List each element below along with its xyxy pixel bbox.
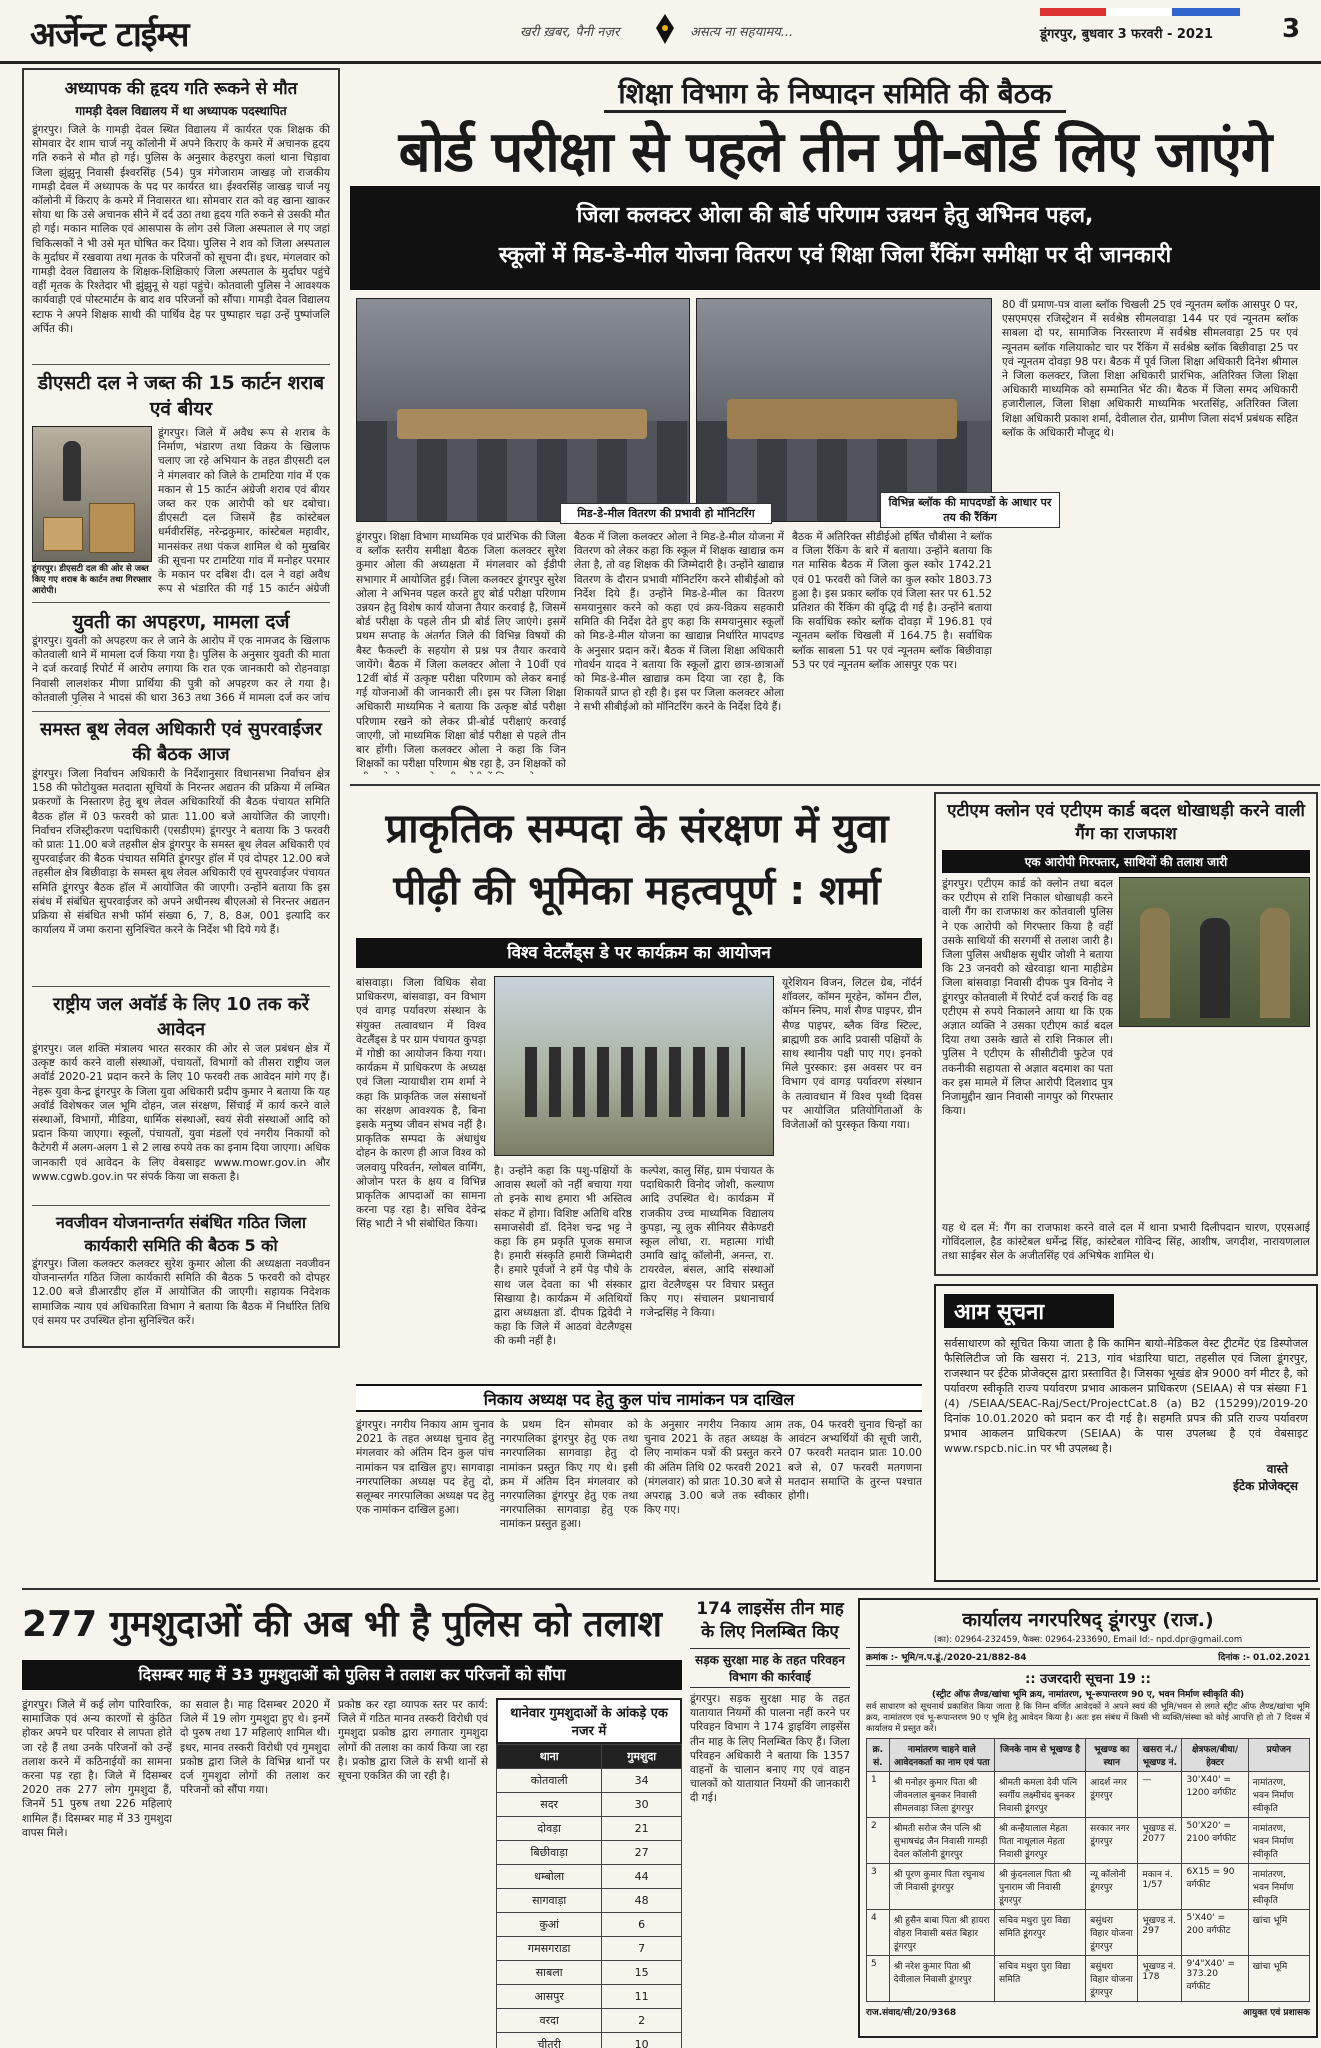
municipal-cell-khasra: भूखण्ड नं. 178 bbox=[1138, 1956, 1182, 2002]
municipal-col-purpose: प्रयोजन bbox=[1248, 1739, 1309, 1772]
municipal-cell-purpose: नामांतरण, भवन निर्माण स्वीकृति bbox=[1248, 1818, 1309, 1864]
missing-headline: 277 गुमशुदाओं की अब भी है पुलिस को तलाश bbox=[22, 1604, 662, 1645]
municipal-table bbox=[866, 1738, 1310, 2002]
missing-count: 44 bbox=[602, 1865, 682, 1889]
wetland-body-col4: यूरेशियन विजन, लिटल ग्रेब, नॉर्दर्न शॉवलर, कॉमन मूरहेन, कॉमन टील, कॉमन स्निप, मार्श सैण्ड पाइपर, ग्रीन सैण्ड पाइपर, ब्लैक विंग्ड स्टिल्ट, ब्राह्मणी डक आदि प्रवासी पक्षियों के साथ स्थानीय पक्षी पाए गए। इनको मिले पुरस्कार: इस अवसर पर वन विभाग एवं वागड़ पर्यावरण संस्थान के तत्वावधान में विश्व पृथ्वी दिवस पर आयोजित प्रतियोगिताओं के विजेताओं को पुरस्कृत किया गया। bbox=[782, 977, 922, 1132]
missing-table-col-station: थाना bbox=[497, 1745, 602, 1769]
missing-count: 48 bbox=[602, 1889, 682, 1913]
missing-table-row bbox=[497, 1961, 682, 1985]
missing-table-row bbox=[497, 1937, 682, 1961]
nikay-ribbon: निकाय अध्यक्ष पद हेतु कुल पांच नामांकन पत्र दाखिल bbox=[356, 1384, 922, 1412]
lead-body-col4: 80 वीं प्रमाण-पत्र वाला ब्लॉक चिखली 25 एवं न्यूनतम ब्लॉक आसपुर 0 पर, एसएमएस रजिस्ट्रेशन में सर्वश्रेष्ठ सीमलवाड़ा 144 पर एवं न्यूनतम ब्लॉक साबला दो पर, सामाजिक निरस्तारण में सर्वश्रेष्ठ सीमलवाड़ा 25 पर एवं न्यूनतम ब्लॉक गलियाकोट चार पर रैंकिंग में सर्वश्रेष्ठ ब्लॉक बिछीवाड़ा 25 पर एवं न्यूनतम दोवड़ा 98 पर। बैठक में पूर्व जिला शिक्षा अधिकारी दिनेश श्रीमाल ने जिला कलक्टर, जिला शिक्षा अधिकारी प्रारंभिक, अतिरिक्त जिला शिक्षा अधिकारी माध्यमिक को सम्मानित भेंट की। बैठक में जिला समद अधिकारी हजारीलाल, जिला शिक्षा अधिकारी माध्यमिक भरतसिंह, अतिरिक्त जिला शिक्षा अधिकारी प्रकाश शर्मा, देवीलाल रोत, ग्रामीण जिला संदर्भ प्रबंधक सहित ब्लॉक के अधिकारी मौजूद थे। bbox=[1002, 299, 1298, 439]
tagline-right: असत्य ना सहयामय... bbox=[690, 25, 794, 40]
municipal-office: कार्यालय नगरपरिषद् डूंगरपुर (राज.) bbox=[962, 1609, 1214, 1631]
missing-body-col1: डूंगरपुर। जिले में कई लोग पारिवारिक, सामाजिक एवं अन्य कारणों से कुंठित होकर अपने घर परिवार से लापता होते जा रहे हैं तथा उनके परिजनों को उन्हें तलाश करने में कठिनाईयों का सामना करना पड़ रहा है। जिले में दिसम्बर 2020 तक 277 लोग गुमशुदा हैं, जिनमें 51 पुरुष तथा 226 महिलाएं शामिल हैं। दिसम्बर माह में 33 गुमशुदा वापस मिले। bbox=[22, 1699, 172, 1839]
missing-table-row bbox=[497, 1793, 682, 1817]
license-story bbox=[690, 1598, 850, 2002]
lead-headline: बोर्ड परीक्षा से पहले तीन प्री-बोर्ड लिए जाएंगे bbox=[398, 120, 1272, 185]
lead-photo2-caption: विभिन्न ब्लॉक की मापदण्डों के आधार पर तय की रैंकिंग bbox=[880, 492, 1060, 528]
missing-ribbon: दिसम्बर माह में 33 गुमशुदाओं को पुलिस ने तलाश कर परिजनों को सौंपा bbox=[22, 1660, 682, 1690]
municipal-col-area: क्षेत्रफल/बीघा/हेक्टर bbox=[1182, 1739, 1248, 1772]
missing-table-row bbox=[497, 1913, 682, 1937]
missing-count: 21 bbox=[602, 1817, 682, 1841]
lead-body-col1: डूंगरपुर। शिक्षा विभाग माध्यमिक एवं प्रारंभिक की जिला व ब्लॉक स्तरीय समीक्षा बैठक जिला कलक्टर सुरेश कुमार ओला की अध्यक्षता में मंगलवार को ईडीपी सभागार में आयोजित हुई। जिला कलक्टर डूंगरपुर सुरेश ओला ने अभिनव पहल करते हुए बोर्ड परीक्षा परिणाम उन्नयन हेतु विशेष कार्य योजना तैयार करवाई है, जिसमें बोर्ड परीक्षा के पहले तीन प्री बोर्ड लिए जाएंगे। इसमें प्रथम सप्ताह के अंतर्गत जिले की विभिन्न विषयों की बैस्ट फैकल्टी के सहयोग से प्रश्न पत्र तैयार करवाये जायेंगे। बैठक में जिला कलक्टर ओला ने 10वीं एवं 12वीं बोर्ड में उत्कृष्ट परीक्षा परिणाम को लेकर बनाई गई योजनाओं की जानकारी ली। इस पर जिला शिक्षा अधिकारी माध्यमिक ने बताया कि उत्कृष्ट बोर्ड परीक्षा परिणाम रखने को लेकर प्री-बोर्ड परीक्षाएं करवाई जाएगी, जो माध्यमिक शिक्षा बोर्ड परीक्षा से पहले तीन बार होंगी। जिला कलक्टर ओला ने कहा कि जिन शिक्षकों का परीक्षा परिणाम श्रेष्ठ रहा है, उन शिक्षकों को bbox=[356, 531, 566, 771]
divider-lead bbox=[350, 784, 1320, 786]
missing-table-head: थानेवार गुमशुदाओं के आंकड़े एक नजर में bbox=[496, 1698, 682, 1744]
municipal-cell-sn: 2 bbox=[867, 1818, 890, 1864]
pen-nib-icon bbox=[654, 14, 676, 44]
municipal-cell-purpose: नामांतरण, भवन निर्माण स्वीकृति bbox=[1248, 1864, 1309, 1910]
newspaper-brand: अर्जेन्ट टाईम्स bbox=[30, 15, 189, 55]
missing-body-col3: प्रकोष्ठ कर रहा व्यापक स्तर पर कार्य: जिले में गठित मानव तस्करी विरोधी एवं गुमशुदा प्रकोष्ठ द्वारा लगातार गुमशुदा लोगों की तलाश का कार्य किया जा रहा है। प्रकोष्ठ द्वारा जिले के सभी थानों से सूचना एकत्रित की जा रही है। bbox=[338, 1699, 488, 1783]
missing-count: 27 bbox=[602, 1841, 682, 1865]
missing-count: 10 bbox=[602, 2033, 682, 2048]
public-notice-head: आम सूचना bbox=[944, 1294, 1114, 1328]
municipal-cell-purpose: नामांतरण, भवन निर्माण स्वीकृति bbox=[1248, 1772, 1309, 1818]
missing-count: 34 bbox=[602, 1769, 682, 1793]
municipal-table-row bbox=[867, 1956, 1310, 2002]
missing-table-col-count: गुमशुदा bbox=[602, 1745, 682, 1769]
story-water-award-head: राष्ट्रीय जल अवॉर्ड के लिए 10 तक करें आवेदन bbox=[52, 994, 310, 1040]
municipal-cell-name: श्री पूरण कुमार पिता रघुनाथ जी निवासी डूंगरपुर bbox=[889, 1864, 994, 1910]
license-headline: 174 लाइसेंस तीन माह के लिए निलम्बित किए bbox=[696, 1599, 844, 1642]
municipal-cell-khasra: — bbox=[1138, 1772, 1182, 1818]
wetland-headline: प्राकृतिक सम्पदा के संरक्षण में युवा पीढ़ी की भूमिका महत्वपूर्ण : शर्मा bbox=[385, 806, 889, 914]
story-water-award-body: डूंगरपुर। जल शक्ति मंत्रालय भारत सरकार की ओर से जल प्रबंधन क्षेत्र में उत्कृष्ट कार्य करने वाली संस्थाओं, पंचायतों, विभागों को तीसरा राष्ट्रीय जल अवॉर्ड 2020-21 प्रदान करने के लिए 10 फरवरी तक आवेदन मांगे गए हैं। नेहरू युवा केन्द्र डूंगरपुर के जिला युवा अधिकारी प्रदीप कुमार ने बताया कि यह अवॉर्ड विशेषकर जल भूमि दोहन, जल संरक्षण, सिंचाई में कार्य करने वाले संस्थाओं, विभागों, मीडिया, धार्मिक संस्थाओं, स्वयं सेवी संस्थाओं आदि को प्रदान किया जाएगा। स्कूलों, पंचायतों, युवा मंडलों एवं नगरीय निकायों को कैटेगरी में अलग-अलग 1 से 2 लाख रुपये तक का इनाम दिया जाएगा। अधिक जानकारी एवं आवेदन के लिए वेबसाइट www.mowr.gov.in और www.cgwb.gov.in पर संपर्क किया जा सकता है। bbox=[32, 1043, 330, 1183]
wetland-body-col2: है। उन्होंने कहा कि पशु-पक्षियों के आवास स्थलों को नहीं बचाया गया तो इनके साथ हमारा भी अस्तित्व संकट में होगा। विशिष्ट अतिथि वरिष्ठ समाजसेवी डॉ. दिनेश चन्द्र भट्ट ने कहा कि हम प्रकृति पूजक समाज है। हमारी संस्कृति हमारी जिम्मेदारी है। हमारे पूर्वजों ने हमें पेड़ पौधे के साथ जल देवता का भी संस्कार सिखाया है। कार्यक्रम में अतिथियों द्वारा अध्यक्षता डॉ. दीपक द्विवेदी ने कहा कि जिले में आठवां वेटलैण्ड्स की कमी नहीं है। bbox=[494, 1165, 632, 1348]
wetland-photo bbox=[494, 976, 774, 1156]
masthead bbox=[0, 0, 1321, 64]
missing-station: कुआं bbox=[497, 1913, 602, 1937]
nikay-body-col1: डूंगरपुर। नगरीय निकाय आम चुनाव 2021 के तहत अध्यक्ष चुनाव हेतु मंगलवार को अंतिम दिन कुल पांच नामांकन पत्र दाखिल हुए। सागवाड़ा नगरपालिका अध्यक्ष पद हेतु दो, सलूम्बर नगरपालिका अध्यक्ष पद हेतु एक नामांकन दाखिल हुआ। bbox=[356, 1419, 494, 1517]
municipal-col-place: भूखण्ड का स्थान bbox=[1086, 1739, 1138, 1772]
atm-photo bbox=[1119, 877, 1310, 1027]
municipal-cell-name: श्री मनोहर कुमार पिता श्री जीवनलाल बुनकर निवासी सीमलवाड़ा जिला डूंगरपुर bbox=[889, 1772, 994, 1818]
lead-photo1-caption: मिड-डे-मील वितरण की प्रभावी हो मॉनिटरिंग bbox=[560, 503, 772, 524]
tagline-left: खरी ख़बर, पैनी नज़र bbox=[520, 25, 620, 40]
missing-table bbox=[496, 1744, 682, 2048]
dateline: डूंगरपुर, बुधवार 3 फरवरी - 2021 bbox=[1040, 27, 1214, 42]
municipal-cell-place: बसुंधरा विहार योजना डूंगरपुर bbox=[1086, 1956, 1138, 2002]
municipal-col-name: नामांतरण चाहने वाले आवेदनकर्ता का नाम एवं पता bbox=[889, 1739, 994, 1772]
story-teacher-subhead: गामड़ी देवल विद्यालय में था अध्यापक पदस्थापित bbox=[75, 104, 287, 118]
left-column bbox=[22, 68, 340, 1348]
missing-count: 7 bbox=[602, 1937, 682, 1961]
missing-table-row bbox=[497, 1769, 682, 1793]
municipal-col-khasra: खसरा नं./भूखण्ड नं. bbox=[1138, 1739, 1182, 1772]
missing-station: दोवड़ा bbox=[497, 1817, 602, 1841]
public-notice-signoff-2: ईटेक प्रोजेक्ट्स bbox=[1233, 1479, 1298, 1493]
license-subhead: सड़क सुरक्षा माह के तहत परिवहन विभाग की कार्रवाई bbox=[690, 1648, 850, 1688]
municipal-cell-from: श्रीमती कमला देवी पत्नि स्वर्गीय लक्ष्मीचंद बुनकर निवासी डूंगरपुर bbox=[994, 1772, 1085, 1818]
missing-station: कोतवाली bbox=[497, 1769, 602, 1793]
missing-table-row bbox=[497, 2033, 682, 2048]
missing-table-row bbox=[497, 1889, 682, 1913]
nikay-body-col3: के अनुसार नगरीय निकाय आम चुनाव 2021 के तहत अध्यक्ष के लिए नामांकन पत्रों की प्रस्तुत करने की अंतिम तिथि 02 फरवरी 2021 (मंगलवार) को प्रातः 10.30 बजे से अपराह्न 3.00 बजे तक स्वीकार किए गए। bbox=[644, 1419, 782, 1517]
missing-station: आसपुर bbox=[497, 1985, 602, 2009]
story-dst-body-top: डूंगरपुर। जिले में अवैध रूप से शराब के निर्माण, भंडारण तथा विक्रय के खिलाफ चलाए जा रहे अभियान के तहत डीएसटी दल ने मंगलवार को जिले के टामटिया गांव में एक मकान से 15 कार्टन अंग्रेजी शराब एवं बीयर जब्त कर एक आरोपी को धर दबोचा। डीएसटी दल जिसमें हैड कांस्टेबल धर्मवीरसिंह, नरेन्द्रकुमार, कांस्टेबल महावीर, मानसंकर तथा पंकज शामिल थे को मुखबिर की सूचना पर टामटिया गांव में मनोहर परमार के मकान पर दबिश दी। दल ने वहां अवैध रूप से भंडारित की गई 15 कार्टन अंग्रेजी bbox=[158, 427, 330, 596]
municipal-table-row bbox=[867, 1864, 1310, 1910]
municipal-intro: सर्व साधारण को सूचनार्थ प्रकाशित किया जाता है कि निम्न वर्णित आवेदकों ने अपने स्वयं की भूमि/भवन से लगते स्ट्रीट ऑफ लैण्ड/खांचा भूमि क्रय, नामांतरण एवं भू-रूपान्तरण 90 ए भूमि हेतु आवेदन किया है। अतः इस संबंध में किसी भी व्यक्ति/संस्था को कोई आपत्ति हो तो 7 दिवस में कार्यालय में प्रस्तुत करें। bbox=[866, 1702, 1310, 1734]
wetland-body-col3: कल्पेश, कालु सिंह, ग्राम पंचायत के पदाधिकारी विनोद जोशी, कल्याण आदि उपस्थित थे। कार्यक्रम में राजकीय उच्च माध्यमिक विद्यालय कुपड़ा, न्यू लुक सीनियर सैकेण्डरी स्कूल लोधा, रा. महात्मा गांधी उमावि खांदू कॉलोनी, अनन्त, रा. टायरवेल, बंसल, आदि संस्थाओं द्वारा वेटलैण्ड्स पर विचार प्रस्तुत किए गए। संचालन प्रधानाचार्य गजेन्द्रसिंह ने किया। bbox=[640, 1165, 774, 1320]
missing-table-row bbox=[497, 1841, 682, 1865]
story-teacher-body: डूंगरपुर। जिले के गामड़ी देवल स्थित विद्यालय में कार्यरत एक शिक्षक की सोमवार देर शाम चार्ज नयू कॉलोनी में अपने किराए के कमरे में अचानक हृदय गति रुकने से मौत हो गई। पुलिस के अनुसार केहरपुरा कलां थाना चिड़ावा जिला झुंझुनू निवासी ईश्वरसिंह (54) पुत्र मंगेजाराम जाखड़ जो राजकीय गामड़ी देवल में अध्यापक के पद पर कार्यरत था। ईश्वरसिंह जाखड़ चार्ज नयू कॉलोनी में किराए के कमरे में निवासरत था। सोमवार रात को वह खाना खाकर सोया था कि उसे अचानक सीने में दर्द उठा तथा हृदय गति रुकने से उसकी मौत हो गई। मकान मालिक एवं आसपास के लोग उसे जिला अस्पताल ले गए जहां चिकित्सकों ने भी उसे मृत घोषित कर दिया। पुलिस ने शव को जिला अस्पताल के मुर्दाघर में रखवाया तथा मृतक के परिजनों को सूचना दी। इधर, मंगलवार को गामड़ी देवल विद्यालय के शिक्षक-शिक्षिकाएं जिला अस्पताल के मुर्दाघर पहुंचे वहीं मृतक के रिश्तेदार भी झुंझुनू से यहां पहुंचे। कोतवाली पुलिस ने आवश्यक कार्यवाही एवं पोस्टमार्टम के बाद शव परिजनों को सौंपा। गामड़ी देवल विद्यालय स्टाफ ने अपने शिक्षक साथी की पार्थिव देह पर पुष्पाहार चढ़ा उन्हें पुष्पांजलि अर्पित की। bbox=[32, 124, 330, 335]
municipal-cell-name: श्री नरेश कुमार पिता श्री देवीलाल निवासी डूंगरपुर bbox=[889, 1956, 994, 2002]
dst-photo-caption: डूंगरपुर। डीएसटी दल की ओर से जब्त किए गए शराब के कार्टन तथा गिरफ्तार आरोपी। bbox=[32, 564, 152, 596]
municipal-subtitle: (स्ट्रीट ऑफ लैण्ड/खांचा भूमि क्रय, नामांतरण, भू-रूपान्तरण 90 ए, भवन निर्माण स्वीकृति की) bbox=[931, 1690, 1245, 1700]
page-number: 3 bbox=[1282, 14, 1301, 44]
missing-table-row bbox=[497, 1865, 682, 1889]
missing-body-col2: का सवाल है। माह दिसम्बर 2020 में जिले में 19 लोग गुमशुदा हुए थे। इनमें दो पुरुष तथा 17 महिलाएं शामिल थी। इधर, मानव तस्करी विरोधी एवं गुमशुदा प्रकोष्ठ द्वारा जिले के विभिन्न थानों पर दर्ज गुमशुदा लोगों की तलाश कर परिजनों को सौंपा गया। bbox=[180, 1699, 330, 1797]
atm-body: डूंगरपुर। एटीएम कार्ड को क्लोन तथा बदल कर एटीएम से राशि निकाल धोखाधड़ी करने वाली गैंग का राजफाश कर कोतवाली पुलिस ने एक आरोपी को गिरफ्तार किया है वहीं उसके साथियों की सरगर्मी से तलाश जारी है। जिला पुलिस अधीक्षक सुधीर जोशी ने बताया कि 23 जनवरी को खेरवाड़ा थाना माहीडेम जिला बांसवाड़ा निवासी दीपक पुत्र विनोद ने डूंगरपुर कोतवाली में रिपोर्ट दर्ज कराई कि वह एटीएम से रुपये निकालने आया था कि एक अज्ञात व्यक्ति ने उसका एटीएम कार्ड बदल दिया तथा उसके खाते से राशि निकाल ली। पुलिस ने एटीएम के सीसीटीवी फुटेज एवं तकनीकी सहायता से अज्ञात बदमाश का पता कर इस मामले में लिप्त आरोपी दिलशाद पुत्र निजामुद्दीन खान निवासी नागपुर को गिरफ्तार किया। bbox=[942, 878, 1114, 1118]
lead-body-col2: बैठक में जिला कलक्टर ओला ने मिड-डे-मील योजना में वितरण को लेकर कहा कि स्कूल में शिक्षक खाद्यान्न कम लेता है, तो वह शिक्षक की जिम्मेदारी है। उन्होंने खाद्यान्न वितरण के दौरान प्रभावी मॉनिटरिंग करने सीबीईओ को निर्देश दिये हैं। उन्होंने मिड-डे-मील का वितरण समयानुसार करने को कहा एवं क्रय-विक्रय सहकारी समिति की निर्देश देते हुए कहा कि समयानुसार स्कूलों को मिड-डे-मील योजना का खाद्यान्न निर्धारित मापदण्ड के अनुसार प्रदान करें। बैठक में जिला शिक्षा अधिकारी गोवर्धन यादव ने बताया कि स्कूलों द्वारा छात्र-छात्राओं को मिड-डे-मील खाद्यान्न कम दिया जा रहा है, कि शिकायतें प्राप्त हो रही है। इस पर जिला कलक्टर ओला ने सभी सीबीईओ को मॉनिटरिंग करने के निर्देश दिये हैं। bbox=[574, 531, 784, 714]
story-kidnap-body: डूंगरपुर। युवती को अपहरण कर ले जाने के आरोप में एक नामजद के खिलाफ कोतवाली थाने में मामला दर्ज किया गया है। पुलिस के अनुसार युवती की माता ने दर्ज करवाई रिपोर्ट में आरोप लगाया कि रात एक जानकारी को रोहनवाड़ा निवासी लालशंकर मीणा प्रार्थिया की पुत्री को अपहरण कर ले गया है। कोतवाली पुलिस ने भादसं की धारा 363 तथा 366 में मामला दर्ज कर जांच bbox=[32, 635, 330, 704]
municipal-cell-khasra: मकान नं. 1/57 bbox=[1138, 1864, 1182, 1910]
municipal-cell-from: श्री कन्हैयालाल मेहता पिता नाथूलाल मेहता निवासी डूंगरपुर bbox=[994, 1818, 1085, 1864]
lead-kicker: शिक्षा विभाग के निष्पादन समिति की बैठक bbox=[350, 74, 1320, 112]
municipal-cell-area: 50'X20' = 2100 वर्गफीट bbox=[1182, 1818, 1248, 1864]
municipal-table-row bbox=[867, 1910, 1310, 1956]
missing-table-row bbox=[497, 1985, 682, 2009]
story-teacher-head: अध्यापक की हृदय गति रूकने से मौत bbox=[64, 79, 298, 99]
municipal-cell-purpose: खांचा भूमि bbox=[1248, 1956, 1309, 2002]
municipal-title: :: उजरदारी सूचना 19 :: bbox=[1025, 1672, 1151, 1687]
municipal-cell-sn: 1 bbox=[867, 1772, 890, 1818]
flag-strip bbox=[1040, 8, 1240, 16]
missing-station: चीतरी bbox=[497, 2033, 602, 2048]
nikay-body-col4: तक, 04 फरवरी चुनाव चिन्हों का आवंटन अभ्यर्थियों की सूची जारी, 07 फरवरी मतदान प्रातः 10.00 बजे से, 07 फरवरी मतगणना मतदान समाप्ति के तुरन्त पश्चात होगी। bbox=[788, 1419, 922, 1503]
municipal-cell-from: सचिव मथुरा पुरा विद्या समिति bbox=[994, 1956, 1085, 2002]
wetland-ribbon: विश्व वेटलैंड्स डे पर कार्यक्रम का आयोजन bbox=[356, 938, 922, 968]
story-blo-body: डूंगरपुर। जिला निर्वाचन अधिकारी के निर्देशानुसार विधानसभा निर्वाचन क्षेत्र 158 की फोटोयुक्त मतदाता सूचियों के निरन्तर अद्यतन की प्रक्रिया में लम्बित प्रकरणों के निस्तारण हेतु बूथ लेवल अधिकारियों की बैठक पंचायत समिति बैठक हॉल में 03 फरवरी को प्रातः 11.00 बजे आयोजित की जाएगी। निर्वाचन रजिस्ट्रीकरण पदाधिकारी (एसडीएम) डूंगरपुर ने बताया कि 3 फरवरी को प्रातः 11.00 बजे तहसील क्षेत्र डूंगरपुर के समस्त बूथ लेवल अधिकारी एवं सुपरवाईजर की बैठक पंचायत समिति डूंगरपुर हॉल में एवं दोपहर 12.00 बजे तहसील क्षेत्र बिछीवाड़ा के समस्त बूथ लेवल अधिकारी एवं सुपरवाईजर पंचायत समिति डूंगरपुर बैठक हॉल में आयोजित की जाएगी। उन्होंने बताया कि इस संबंध में संबंधित सुपरवाईजर को अपने अधीनस्थ बीएलओ से निरन्तर अद्यतन प्रक्रिया से संबंधित सभी फॉर्म संख्या 6, 7, 8, 8अ, 001 इत्यादि कर कार्यालय में जमा कराना सुनिश्चित करने के निर्देश भी दिये गये हैं। bbox=[32, 768, 330, 937]
municipal-cell-area: 9'4"X40' = 373.20 वर्गफीट bbox=[1182, 1956, 1248, 2002]
wetland-body-col1: बांसवाड़ा। जिला विधिक सेवा प्राधिकरण, बांसवाड़ा, वन विभाग एवं वागड़ पर्यावरण संस्थान के संयुक्त तत्वावधान में विश्व वेटलैंड्स डे पर ग्राम पंचायत कुपड़ा में गोष्ठी का आयोजन किया गया। कार्यक्रम में प्राधिकरण के अध्यक्ष एवं जिला न्यायाधीश राम शर्मा ने कहा कि प्राकृतिक जल संसाधनों का संरक्षण आवश्यक है, बिना इसके मनुष्य जीवन संभव नहीं है। प्राकृतिक सम्पदा के अंधाधुंध दोहन के कारण ही आज विश्व को जलवायु परिवर्तन, ग्लोबल वार्मिंग, ओजोन परत के क्षय व विभिन्न प्राकृतिक आपदाओं का सामना करना पड़ रहा है। सचिव देवेन्द्र सिंह भाटी ने भी संबोधित किया। bbox=[356, 977, 486, 1231]
story-kidnap-head: युवती का अपहरण, मामला दर्ज bbox=[72, 611, 290, 633]
missing-count: 6 bbox=[602, 1913, 682, 1937]
municipal-cell-area: 6X15 = 90 वर्गफीट bbox=[1182, 1864, 1248, 1910]
missing-station: साबला bbox=[497, 1961, 602, 1985]
municipal-footer-left: राज.संवाद/सी/20/9368 bbox=[866, 2008, 957, 2018]
municipal-cell-purpose: खांचा भूमि bbox=[1248, 1910, 1309, 1956]
public-notice bbox=[934, 1284, 1318, 1582]
atm-subhead: एक आरोपी गिरफ्तार, साथियों की तलाश जारी bbox=[942, 850, 1310, 873]
municipal-table-row bbox=[867, 1772, 1310, 1818]
missing-table-row bbox=[497, 2009, 682, 2033]
municipal-cell-place: आदर्श नगर डूंगरपुर bbox=[1086, 1772, 1138, 1818]
lead-photo-meeting-2 bbox=[696, 298, 992, 522]
missing-count: 2 bbox=[602, 2009, 682, 2033]
municipal-col-from: जिनके नाम से भूखण्ड है bbox=[994, 1739, 1085, 1772]
missing-station: सदर bbox=[497, 1793, 602, 1817]
municipal-contact: (का): 02964-232459, फैक्स: 02964-233690, Email Id:- npd.dpr@gmail.com bbox=[933, 1635, 1243, 1645]
story-navjeevan-head: नवजीवन योजनान्तर्गत संबंधित गठित जिला कार्यकारी समिति की बैठक 5 को bbox=[56, 1213, 306, 1255]
atm-team: यह थे दल में: गैंग का राजफाश करने वाले दल में थाना प्रभारी दिलीपदान चारण, एएसआई गोविंदलाल, हैड कांस्टेबल धर्मेन्द्र सिंह, कांस्टेबल गोविन्द सिंह, आशीष, जगदीश, नारायणलाल तथा साईबर सेल के अजीतसिंह एवं अभिषेक शामिल थे। bbox=[942, 1222, 1310, 1263]
municipal-cell-khasra: भूखण्ड नं. 297 bbox=[1138, 1910, 1182, 1956]
story-dst-head: डीएसटी दल ने जब्त की 15 कार्टन शराब एवं बीयर bbox=[37, 372, 325, 420]
municipal-col-sn: क्र. सं. bbox=[867, 1739, 890, 1772]
missing-station: सागवाड़ा bbox=[497, 1889, 602, 1913]
missing-count: 15 bbox=[602, 1961, 682, 1985]
missing-count: 30 bbox=[602, 1793, 682, 1817]
public-notice-body: सर्वसाधारण को सूचित किया जाता है कि कामिन बायो-मेडिकल वेस्ट ट्रीटमेंट एंड डिस्पोजल फैसिलिटीज जो कि खसरा नं. 213, गांव भंडारिया घाटा, तहसील एवं जिला डूंगरपुर, राजस्थान पर ईटेक प्रोजेक्ट्स द्वारा प्रस्तावित है। जिसका भूखंड क्षेत्र 9000 वर्ग मीटर है, को पर्यावरण स्वीकृति राज्य पर्यावरण प्रभाव आकलन प्राधिकरण (SEIAA) से पत्र संख्या F1 (4) /SEIAA/SEAC-Raj/Sect/ProjectCat.8 (a) B2 (15299)/2019-20 दिनांक 10.01.2020 को प्रदान कर दी गई है। सहमति प्रपत्र की प्रति राज्य पर्यावरण प्रभाव आकलन प्राधिकरण (SEIAA) के पास उपलब्ध है एवं वेबसाइट www.rspcb.nic.in पर भी उपलब्ध है। bbox=[944, 1337, 1308, 1455]
lead-deck-line-2: स्कूलों में मिड-डे-मील योजना वितरण एवं शिक्षा जिला रैंकिंग समीक्षा पर दी जानकारी bbox=[498, 243, 1172, 268]
missing-station: गमसगराडा bbox=[497, 1937, 602, 1961]
missing-station: वरदा bbox=[497, 2009, 602, 2033]
municipal-footer-right: आयुक्त एवं प्रशासक bbox=[1242, 2008, 1310, 2018]
municipal-cell-name: श्री हुसैन बाबा पिता श्री हायरा वोहरा निवासी बसंत बिहार डूंगरपुर bbox=[889, 1910, 994, 1956]
atm-story bbox=[934, 792, 1318, 1276]
municipal-cell-area: 30'X40' = 1200 वर्गफीट bbox=[1182, 1772, 1248, 1818]
license-body: डूंगरपुर। सड़क सुरक्षा माह के तहत यातायात नियमों की पालना नहीं करने पर परिवहन विभाग ने 174 ड्राइविंग लाइसेंस तीन माह के लिए निलम्बित किए हैं। जिला परिवहन अधिकारी ने बताया कि 1357 वाहनों के चालान बनाए गए एवं वाहन चालकों को यातायात नियमों की जानकारी दी गई। bbox=[690, 1693, 850, 1805]
story-navjeevan-body: डूंगरपुर। जिला कलक्टर कलक्टर सुरेश कुमार ओला की अध्यक्षता नवजीवन योजनान्तर्गत गठित जिला कार्यकारी समिति की बैठक 5 फरवरी को दोपहर 12.00 बजे डीआरडीए हॉल में आयोजित की जाएगी। सहायक निदेशक सामाजिक न्याय एवं अधिकारिता विभाग ने बताया कि बैठक में निर्धारित तिथि एवं समय पर उपस्थित होना सुनिश्चित करें। bbox=[32, 1258, 330, 1327]
municipal-ref-no: क्रमांक :- भूमि/न.प.डूं./2020-21/882-84 bbox=[866, 1653, 1027, 1663]
municipal-cell-khasra: भूखण्ड सं. 2077 bbox=[1138, 1818, 1182, 1864]
municipal-cell-sn: 5 bbox=[867, 1956, 890, 2002]
municipal-cell-from: श्री कुंदनलाल पिता श्री पुनाराम जी निवासी डूंगरपुर bbox=[994, 1864, 1085, 1910]
missing-table-row bbox=[497, 1817, 682, 1841]
atm-headline: एटीएम क्लोन एवं एटीएम कार्ड बदल धोखाधड़ी करने वाली गैंग का राजफाश bbox=[947, 801, 1305, 844]
municipal-cell-area: 5'X40' = 200 वर्गफीट bbox=[1182, 1910, 1248, 1956]
missing-count: 11 bbox=[602, 1985, 682, 2009]
divider-bottom bbox=[22, 1588, 1320, 1590]
municipal-ref-date: दिनांक :- 01.02.2021 bbox=[1218, 1653, 1310, 1663]
municipal-cell-sn: 3 bbox=[867, 1864, 890, 1910]
public-notice-signoff-1: वास्ते bbox=[1266, 1462, 1288, 1476]
lead-body-col3: बैठक में अतिरिक्त सीडीईओ हर्षित चौबीसा ने ब्लॉक व जिला रैंकिंग के बारे में बताया। उन्होंने बताया कि गत मासिक बैठक में जिला कुल स्कोर 1742.21 एवं 01 फरवरी को जिले का कुल स्कोर 1803.73 हुआ है। इस प्रकार ब्लॉक एवं जिला स्तर पर 61.52 प्रतिशत की रैंकिंग की वृद्धि दी गई है। उन्होंने बताया कि सर्वाधिक स्कोर ब्लॉक दोवड़ा में 196.81 एवं न्यूनतम ब्लॉक चिखली में 164.75 है। सर्वाधिक ब्लॉक साबला 51 पर एवं न्यूनतम ब्लॉक बिछीवाड़ा 53 पर एवं न्यूनतम ब्लॉक आसपुर एक पर। bbox=[792, 531, 992, 671]
municipal-cell-place: न्यू कॉलोनी डूंगरपुर bbox=[1086, 1864, 1138, 1910]
lead-deck bbox=[350, 186, 1320, 290]
municipal-table-row bbox=[867, 1818, 1310, 1864]
municipal-cell-name: श्रीमती सरोज जैन पत्नि श्री सुभाषचंद्र जैन निवासी गामड़ी देवल कॉलोनी डूंगरपुर bbox=[889, 1818, 994, 1864]
nikay-body-col2: के प्रथम दिन सोमवार को नगरपालिका डूंगरपुर हेतु एक तथा नगरपालिका सागवाड़ा हेतु दो नामांकन प्रस्तुत किए गए थे। इसी क्रम में अंतिम दिन मंगलवार को नगरपालिका डूंगरपुर हेतु एक तथा नगरपालिका सागवाड़ा हेतु एक नामांकन प्रस्तुत हुआ। bbox=[500, 1419, 638, 1531]
lead-deck-line-1: जिला कलक्टर ओला की बोर्ड परिणाम उन्नयन हेतु अभिनव पहल, bbox=[576, 203, 1094, 228]
municipal-notice bbox=[858, 1598, 1318, 2038]
dst-photo bbox=[32, 426, 152, 562]
municipal-cell-place: सरकार नगर डूंगरपुर bbox=[1086, 1818, 1138, 1864]
missing-table-box bbox=[496, 1698, 682, 2048]
municipal-cell-sn: 4 bbox=[867, 1910, 890, 1956]
municipal-cell-place: बसुंधरा विहार योजना डूंगरपुर bbox=[1086, 1910, 1138, 1956]
missing-station: बिछीवाड़ा bbox=[497, 1841, 602, 1865]
missing-station: धम्बोला bbox=[497, 1865, 602, 1889]
lead-photo-meeting-1 bbox=[356, 298, 690, 522]
municipal-cell-from: सचिव मथुरा पुरा विद्या समिति डूंगरपुर bbox=[994, 1910, 1085, 1956]
story-blo-head: समस्त बूथ लेवल अधिकारी एवं सुपरवाईजर की बैठक आज bbox=[40, 719, 322, 765]
